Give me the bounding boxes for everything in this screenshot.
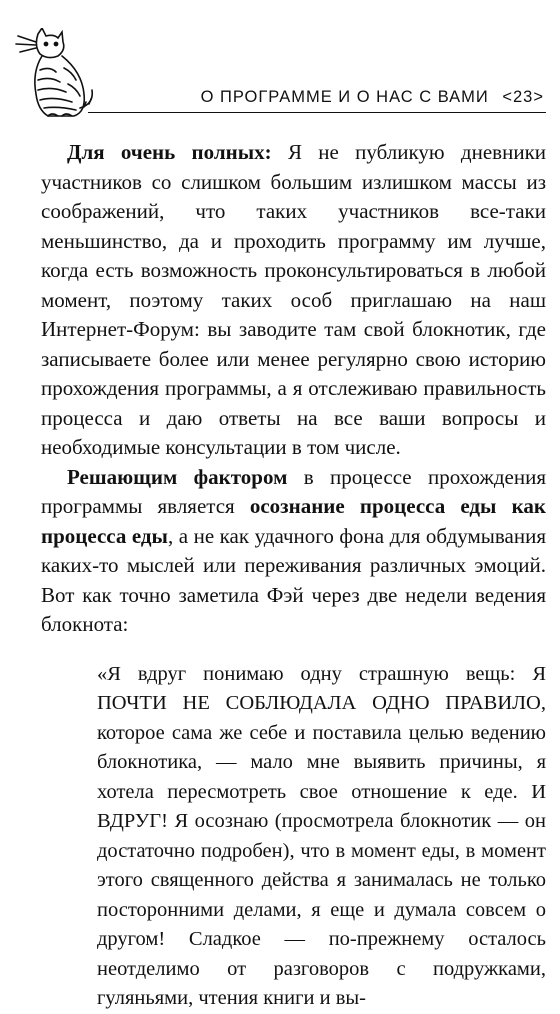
- paragraph-2-text-1: в процессе прохождения программы является: [41, 464, 546, 518]
- paragraph-1-text: Я не публикую дневники участников со слишком большим излишком массы из соображений, что таких участников все-таки меньшинство, да и проходить программу им лучше, когда есть возможность проконсультироваться в любой момент, поэтому таких особ приглашаю на наш Интернет-Форум: вы заводите там свой блокнотик, где записываете более или менее регулярно свою историю прохождения программы, а я отслеживаю правильность процесса и даю ответы на все ваши вопросы и необходимые консультации в том числе.: [41, 140, 547, 459]
- page-body: [41, 138, 546, 1014]
- paragraph-2-bold-1: Решающим фактором: [67, 464, 288, 489]
- paragraph-2-text-2: , а не как удачного фона для обдумывания каких-то мыслей или переживания различных эмоций. Вот как точно заметила Фэй через две недели ведения блокнота:: [41, 523, 546, 636]
- quote-block: «Я вдруг понимаю одну страшную вещь: Я ПОЧТИ НЕ СОБЛЮДАЛА ОДНО ПРАВИЛО, которое сама же себе и поставила целью ведению блокнотика, — мало мне выявить причины, я хотела пересмотреть свое отношение к еде. И ВДРУГ! Я осознаю (просмотрела блокнотик — он достаточно подробен), что в момент еды, в момент этого священного действа я занималась не только посторонними делами, я еще и думала совсем о другом! Сладкое — по-прежнему осталось неотделимо от разговоров с подружками, гуляньями, чтения книги и вы-: [97, 662, 546, 1009]
- page-header: [0, 0, 560, 120]
- running-head: [201, 88, 544, 107]
- paragraph-1: [41, 138, 546, 463]
- cat-illustration-icon: [14, 28, 96, 120]
- paragraph-2-bold-2: осознание процесса еды как процесса еды: [41, 494, 546, 548]
- header-rule: [88, 112, 546, 113]
- paragraph-1-lead: Для очень полных:: [67, 140, 272, 164]
- paragraph-2: [41, 463, 546, 640]
- running-head-title: О ПРОГРАММЕ И О НАС С ВАМИ: [200, 88, 489, 106]
- page-number: <23>: [502, 88, 544, 106]
